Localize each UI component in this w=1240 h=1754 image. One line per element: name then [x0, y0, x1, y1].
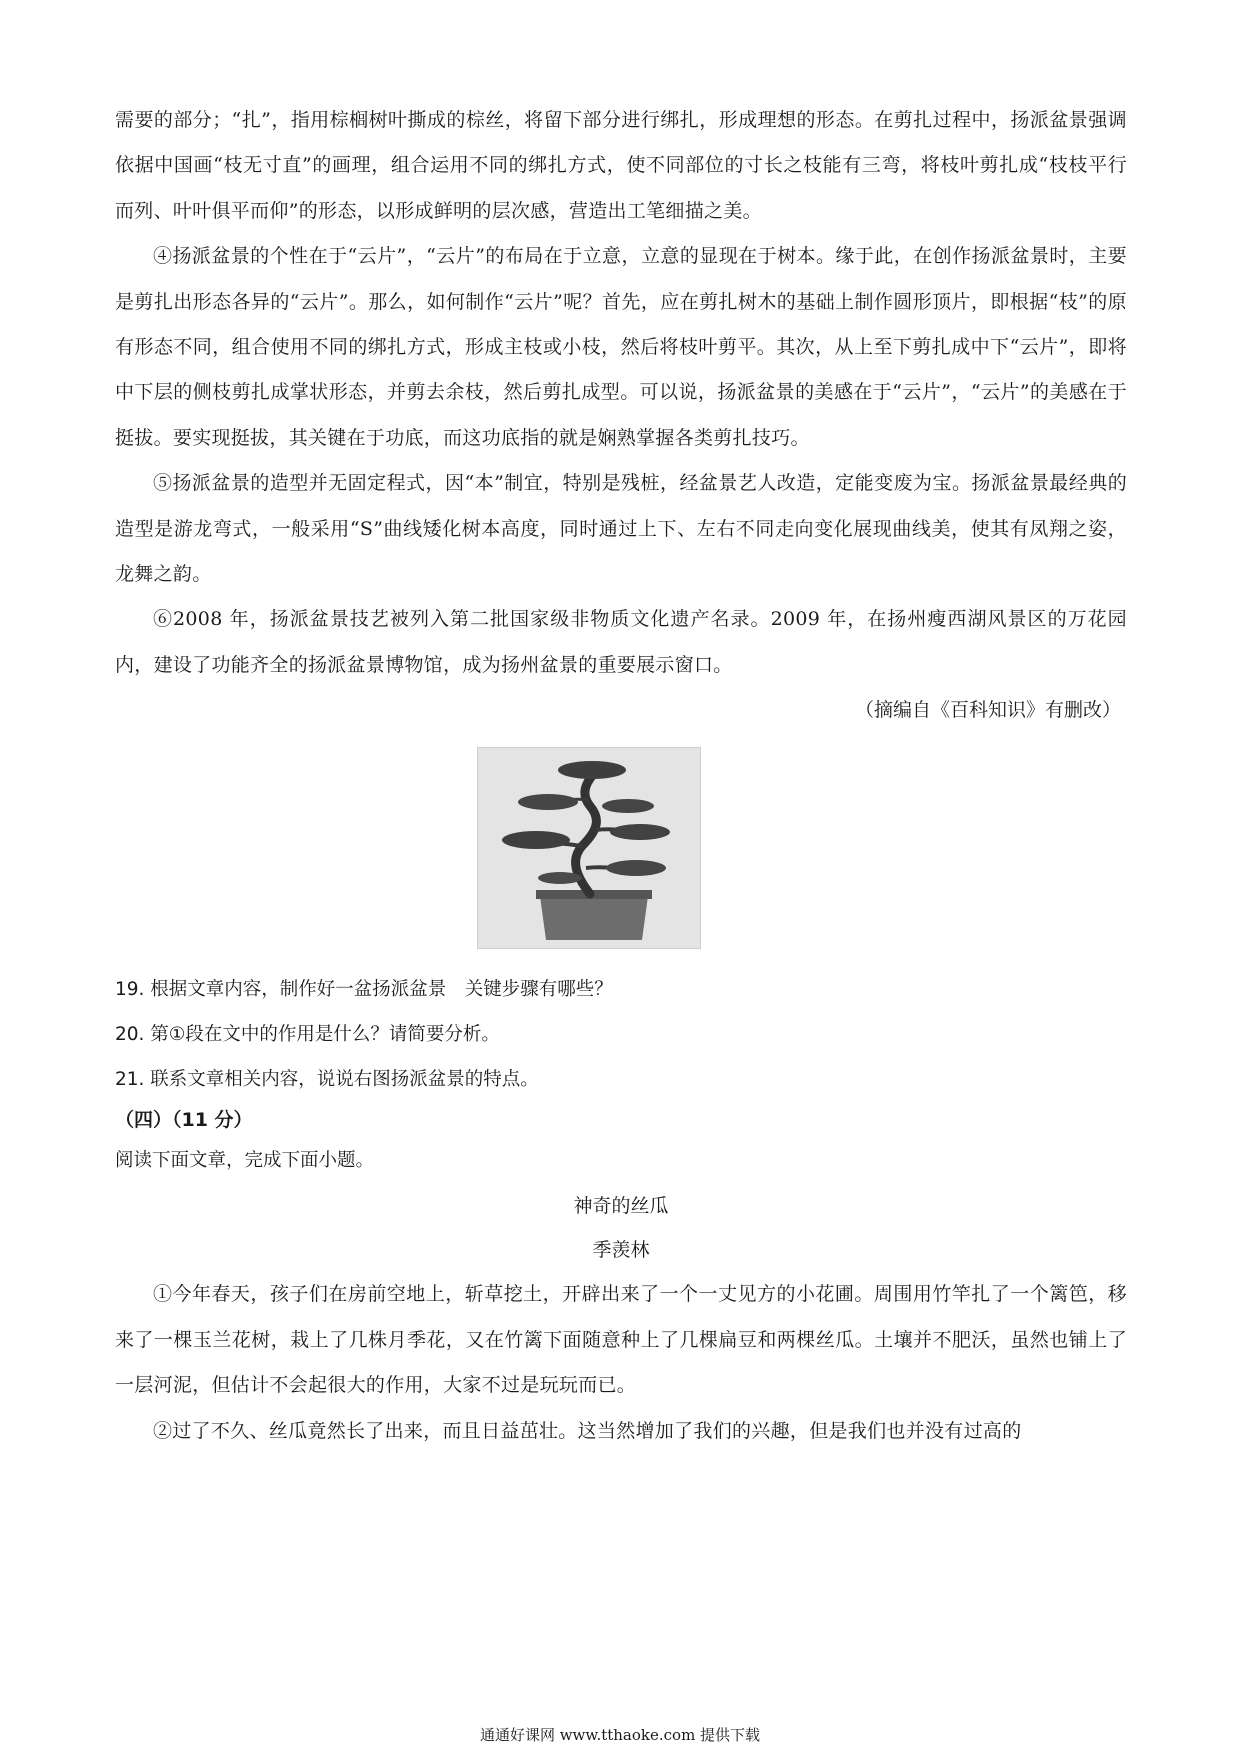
question-20: 20. 第①段在文中的作用是什么？请简要分析。 — [115, 1024, 500, 1046]
figure-container — [115, 735, 1127, 967]
article-paragraph-5: ⑤扬派盆景的造型并无固定程式，因“本”制宜，特别是残桩，经盆景艺人改造，定能变废为宝。扬派盆景最经典的造型是游龙弯式，一般采用“S”曲线矮化树本高度，同时通过上下、左右不同走向变化展现曲线美，使其有凤翔之姿，龙舞之韵。 — [115, 472, 1127, 586]
article2-paragraph-1: ①今年春天，孩子们在房前空地上，斩草挖土，开辟出来了一个一丈见方的小花圃。周围用竹竿扎了一个篱笆，移来了一棵玉兰花树，栽上了几株月季花，又在竹篱下面随意种上了几棵扁豆和两棵丝瓜。土壤并不肥沃，虽然也铺上了一层河泥，但估计不会起很大的作用，大家不过是玩玩而已。 — [115, 1283, 1127, 1397]
section-4-heading: （四）（11 分） — [115, 1109, 253, 1132]
article-title: 神奇的丝瓜 — [573, 1195, 669, 1218]
section-4-instruction: 阅读下面文章，完成下面小题。 — [115, 1150, 375, 1172]
question-19: 19. 根据文章内容，制作好一盆扬派盆景 关键步骤有哪些？ — [115, 979, 613, 1001]
bonsai-tree-icon — [478, 748, 700, 948]
article-paragraph-4: ④扬派盆景的个性在于“云片”，“云片”的布局在于立意，立意的显现在于树本。缘于此，在创作扬派盆景时，主要是剪扎出形态各异的“云片”。那么，如何制作“云片”呢？首先，应在剪扎树木的基础上制作圆形顶片，即根据“枝”的原有形态不同，组合使用不同的绑扎方式，形成主枝或小枝，然后将枝叶剪平。其次，从上至下剪扎成中下“云片”，即将中下层的侧枝剪扎成掌状形态，并剪去余枝，然后剪扎成型。可以说，扬派盆景的美感在于“云片”，“云片”的美感在于挺拔。要实现挺拔，其关键在于功底，而这功底指的就是娴熟掌握各类剪扎技巧。 — [115, 245, 1127, 449]
page-content — [115, 98, 1127, 1454]
page-footer: 通通好课网 www.tthaoke.com 提供下载 — [479, 1726, 761, 1744]
question-21: 21. 联系文章相关内容，说说右图扬派盆景的特点。 — [115, 1069, 539, 1091]
article-source: （摘编自《百科知识》有删改） — [854, 699, 1121, 722]
bonsai-photo — [477, 747, 701, 949]
article2-paragraph-2: ②过了不久、丝瓜竟然长了出来，而且日益茁壮。这当然增加了我们的兴趣，但是我们也并没有过高的 — [153, 1419, 1022, 1442]
article-paragraph-6: ⑥2008 年，扬派盆景技艺被列入第二批国家级非物质文化遗产名录。2009 年，在扬州瘦西湖风景区的万花园内，建设了功能齐全的扬派盆景博物馆，成为扬州盆景的重要展示窗口。 — [115, 608, 1127, 676]
article-author: 季羡林 — [592, 1239, 650, 1262]
article-paragraph-3-continued: 需要的部分；“扎”，指用棕榈树叶撕成的棕丝，将留下部分进行绑扎，形成理想的形态。在剪扎过程中，扬派盆景强调依据中国画“枝无寸直”的画理，组合运用不同的绑扎方式，使不同部位的寸长之枝能有三弯，将枝叶剪扎成“枝枝平行而列、叶叶俱平而仰”的形态，以形成鲜明的层次感，营造出工笔细描之美。 — [115, 109, 1127, 222]
